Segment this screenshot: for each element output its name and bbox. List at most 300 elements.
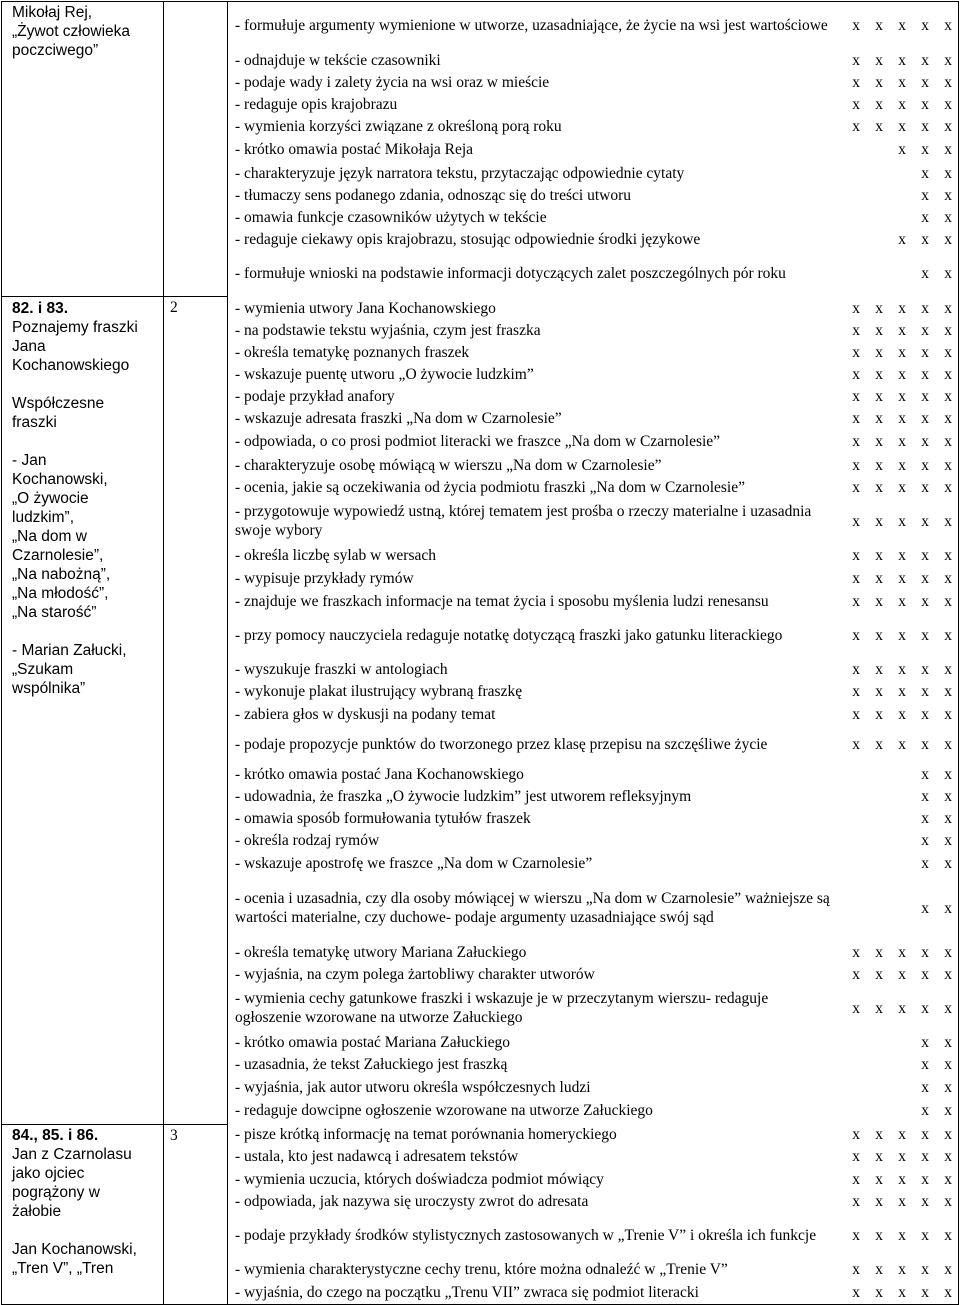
grade-mark: x — [944, 299, 952, 317]
grade-marks — [838, 51, 958, 70]
grade-mark: x — [944, 787, 952, 805]
grade-marks — [838, 1101, 958, 1120]
requirement-text: - określa liczbę sylab w wersach — [235, 547, 436, 564]
topic-rej — [2, 2, 163, 60]
requirement-row — [228, 206, 958, 228]
topic-line: Współczesne — [12, 395, 105, 413]
grade-marks — [838, 164, 958, 183]
grade-mark: x — [944, 343, 952, 361]
grade-mark: x — [921, 809, 929, 827]
grade-mark: x — [944, 73, 952, 91]
requirement-text: - podaje wady i zalety życia na wsi oraz w mieście — [235, 73, 550, 91]
requirement-text: - zabiera głos w dyskusji na podany temat — [235, 705, 496, 723]
grade-mark: x — [852, 593, 860, 610]
grade-mark: x — [898, 683, 906, 700]
grade-mark: x — [875, 512, 883, 530]
requirement-text: - krótko omawia postać Jana Kochanowskiego — [235, 765, 524, 783]
grade-marks — [838, 1260, 958, 1279]
grade-mark: x — [921, 230, 929, 248]
topic-line: „Na młodość”, — [12, 585, 109, 603]
grade-mark: x — [852, 433, 860, 450]
topic-treny — [2, 1125, 163, 1278]
requirement-text: - podaje przykład anafory — [235, 387, 395, 405]
topic-cell-fraszki — [2, 297, 164, 1124]
grade-mark: x — [944, 95, 952, 113]
grade-mark: x — [875, 1170, 883, 1188]
grade-marks — [838, 1033, 958, 1052]
requirement-row — [228, 476, 958, 498]
grade-mark: x — [898, 570, 906, 587]
grade-mark: x — [921, 627, 929, 644]
grade-marks — [838, 592, 958, 611]
grade-mark: x — [898, 1193, 906, 1210]
topic-line: wspólnika” — [12, 680, 86, 698]
requirement-row — [228, 785, 958, 807]
requirement-row — [228, 115, 958, 137]
grade-mark: x — [944, 321, 952, 339]
grade-mark: x — [921, 51, 929, 69]
requirement-row — [228, 985, 958, 1031]
grade-mark: x — [852, 705, 860, 723]
grade-mark: x — [852, 1283, 860, 1301]
requirement-text: - określa tematykę poznanych fraszek — [235, 343, 470, 361]
grade-mark: x — [852, 456, 860, 474]
requirement-text: - przy pomocy nauczyciela redaguje notatkę dotyczącą fraszki jako gatunku literackiego — [235, 627, 783, 644]
requirement-text: - wymienia charakterystyczne cechy trenu, które można odnaleźć w „Trenie V” — [235, 1260, 728, 1278]
grade-mark: x — [921, 186, 929, 204]
grade-mark: x — [875, 570, 883, 587]
grade-marks — [838, 1170, 958, 1189]
grade-mark: x — [875, 343, 883, 361]
topic-line: Mikołaj Rej, — [12, 4, 93, 21]
grade-mark: x — [944, 186, 952, 204]
grade-mark: x — [898, 456, 906, 474]
requirement-row — [228, 498, 958, 544]
grade-mark: x — [875, 299, 883, 317]
grade-mark: x — [944, 1148, 952, 1165]
requirement-row — [228, 162, 958, 184]
grade-mark: x — [852, 735, 860, 753]
grade-mark: x — [875, 660, 883, 678]
grade-mark: x — [921, 831, 929, 849]
grade-mark: x — [875, 433, 883, 450]
grade-mark: x — [852, 1125, 860, 1143]
grade-mark: x — [921, 1033, 929, 1051]
topic-line: Poznajemy fraszki — [12, 319, 138, 337]
lesson-cell-2 — [164, 297, 228, 1124]
grade-mark: x — [898, 387, 906, 405]
requirement-row — [228, 1258, 958, 1280]
grade-mark: x — [852, 117, 860, 135]
requirement-text: - wyjaśnia, jak autor utworu określa współczesnych ludzi — [235, 1078, 591, 1096]
requirement-text: - redaguje dowcipne ogłoszenie wzorowane na utworze Załuckiego — [235, 1102, 653, 1119]
requirement-row — [228, 763, 958, 785]
grade-marks — [838, 546, 958, 565]
grade-mark: x — [875, 1125, 883, 1143]
grade-mark: x — [944, 208, 952, 226]
grade-mark: x — [921, 456, 929, 474]
grade-mark: x — [852, 1193, 860, 1210]
requirement-row — [228, 407, 958, 429]
requirement-row — [228, 1213, 958, 1258]
topic-line: pogrążony w — [12, 1183, 100, 1201]
requirements-list — [228, 2, 958, 1304]
requirement-text: - wskazuje apostrofę we fraszce „Na dom w Czarnolesie” — [235, 854, 593, 872]
grade-mark: x — [852, 683, 860, 700]
grade-marks — [838, 264, 958, 283]
grade-marks — [838, 831, 958, 850]
requirement-row — [228, 49, 958, 71]
grade-marks — [838, 230, 958, 249]
requirement-row — [228, 93, 958, 115]
grade-mark: x — [852, 17, 860, 34]
grade-mark: x — [944, 512, 952, 530]
grade-mark: x — [944, 1193, 952, 1210]
topic-line: jako ojciec — [12, 1164, 85, 1182]
topic-fraszki — [2, 298, 163, 698]
requirement-row — [228, 2, 958, 49]
grade-mark: x — [852, 1170, 860, 1188]
grade-marks — [838, 787, 958, 806]
grade-mark: x — [875, 1193, 883, 1210]
grade-mark: x — [875, 456, 883, 474]
requirement-row — [228, 680, 958, 703]
grade-marks — [838, 735, 958, 754]
requirement-row — [228, 613, 958, 658]
grade-marks — [838, 1192, 958, 1211]
requirement-row — [228, 184, 958, 206]
topic-line: „Na nabożną”, — [12, 566, 111, 584]
grade-mark: x — [898, 433, 906, 450]
requirements-table — [1, 1, 959, 1305]
grade-mark: x — [875, 478, 883, 496]
requirement-row — [228, 1168, 958, 1190]
grade-mark: x — [852, 999, 860, 1017]
grade-mark: x — [921, 570, 929, 587]
grade-marks — [838, 809, 958, 828]
requirement-text: - redaguje opis krajobrazu — [235, 95, 398, 113]
requirement-text: - krótko omawia postać Mikołaja Reja — [235, 141, 474, 158]
requirement-row — [228, 341, 958, 363]
grade-mark: x — [921, 1102, 929, 1119]
grade-mark: x — [944, 1033, 952, 1051]
grade-mark: x — [898, 95, 906, 113]
grade-mark: x — [944, 899, 952, 917]
requirement-text: - omawia sposób formułowania tytułów fraszek — [235, 809, 531, 827]
topic-line: „Na dom w — [12, 528, 87, 546]
grade-mark: x — [852, 512, 860, 530]
requirement-text: - formułuje wnioski na podstawie informacji dotyczących zalet poszczególnych pór roku — [235, 265, 786, 282]
topic-line: „O żywocie — [12, 490, 89, 508]
grade-mark: x — [921, 1283, 929, 1301]
grade-marks — [838, 1055, 958, 1074]
grade-mark: x — [944, 1056, 952, 1073]
grade-marks — [838, 456, 958, 475]
grade-mark: x — [852, 660, 860, 678]
grade-mark: x — [944, 1260, 952, 1278]
topic-cell-treny — [2, 1124, 164, 1304]
grade-mark: x — [898, 409, 906, 427]
grade-mark: x — [921, 95, 929, 113]
grade-mark: x — [921, 1078, 929, 1096]
grade-mark: x — [898, 73, 906, 91]
grade-mark: x — [852, 365, 860, 383]
topic-cell-rej — [2, 2, 164, 297]
grade-mark: x — [944, 765, 952, 783]
grade-marks — [838, 943, 958, 962]
grade-mark: x — [921, 512, 929, 530]
grade-mark: x — [852, 95, 860, 113]
grade-mark: x — [944, 265, 952, 282]
topic-line: Kochanowskiego — [12, 357, 130, 375]
grade-mark: x — [921, 1125, 929, 1143]
grade-mark: x — [921, 321, 929, 339]
requirement-row — [228, 1098, 958, 1123]
topic-line: „Na starość” — [12, 604, 97, 622]
topic-line — [12, 1221, 158, 1240]
grade-mark: x — [898, 230, 906, 248]
requirement-text: - odpowiada, jak nazywa się uroczysty zwrot do adresata — [235, 1193, 589, 1210]
grade-mark: x — [921, 299, 929, 317]
grade-mark: x — [921, 73, 929, 91]
grade-marks — [838, 1125, 958, 1144]
grade-mark: x — [944, 547, 952, 564]
grade-marks — [838, 387, 958, 406]
requirement-text: - ocenia, jakie są oczekiwania od życia podmiotu fraszki „Na dom w Czarnolesie” — [235, 478, 746, 496]
topic-line: poczciwego” — [12, 42, 99, 59]
grade-mark: x — [921, 141, 929, 158]
grade-mark: x — [898, 547, 906, 564]
grade-mark: x — [921, 1227, 929, 1244]
grade-mark: x — [944, 433, 952, 450]
grade-mark: x — [898, 321, 906, 339]
grade-mark: x — [875, 735, 883, 753]
grade-mark: x — [898, 1260, 906, 1278]
grade-mark: x — [898, 627, 906, 644]
requirement-text: - udowadnia, że fraszka „O żywocie ludzkim” jest utworem refleksyjnym — [235, 787, 692, 805]
grade-mark: x — [944, 164, 952, 182]
grade-mark: x — [921, 547, 929, 564]
grade-mark: x — [898, 1125, 906, 1143]
grade-mark: x — [944, 365, 952, 383]
topic-line: „Tren V”, „Tren — [12, 1259, 114, 1277]
requirement-row — [228, 567, 958, 590]
grade-mark: x — [875, 409, 883, 427]
grade-mark: x — [944, 387, 952, 405]
grade-mark: x — [898, 965, 906, 983]
grade-mark: x — [898, 1227, 906, 1244]
grade-mark: x — [852, 570, 860, 587]
requirement-row — [228, 1145, 958, 1168]
grade-mark: x — [875, 705, 883, 723]
lesson-hours: 3 — [170, 1126, 178, 1144]
grade-mark: x — [875, 51, 883, 69]
requirement-text: - redaguje ciekawy opis krajobrazu, stosując odpowiednie środki językowe — [235, 230, 701, 248]
requirement-text: - pisze krótką informację na temat porównania homeryckiego — [235, 1125, 617, 1143]
grade-mark: x — [875, 965, 883, 983]
grade-marks — [838, 16, 958, 35]
grade-mark: x — [898, 117, 906, 135]
grade-mark: x — [944, 1102, 952, 1119]
grade-mark: x — [921, 387, 929, 405]
grade-mark: x — [852, 387, 860, 405]
grade-mark: x — [944, 1227, 952, 1244]
requirements-column — [228, 2, 959, 1305]
requirement-text: - wyjaśnia, do czego na początku „Trenu VII” zwraca się podmiot literacki — [235, 1283, 699, 1301]
requirement-text: - wyszukuje fraszki w antologiach — [235, 660, 448, 678]
grade-mark: x — [921, 1193, 929, 1210]
grade-marks — [838, 432, 958, 451]
grade-marks — [838, 626, 958, 645]
requirement-text: - odpowiada, o co prosi podmiot literacki we fraszce „Na dom w Czarnolesie” — [235, 433, 721, 450]
grade-mark: x — [898, 299, 906, 317]
lesson-hours: 2 — [170, 299, 178, 317]
grade-marks — [838, 765, 958, 784]
grade-marks — [838, 343, 958, 362]
topic-line: - Jan — [12, 452, 47, 470]
grade-mark: x — [875, 73, 883, 91]
grade-mark: x — [898, 478, 906, 496]
requirement-row — [228, 137, 958, 162]
grade-mark: x — [875, 547, 883, 564]
requirement-row — [228, 658, 958, 680]
grade-mark: x — [921, 787, 929, 805]
grade-mark: x — [944, 809, 952, 827]
grade-marks — [838, 186, 958, 205]
grade-mark: x — [852, 409, 860, 427]
requirement-row — [228, 429, 958, 454]
grade-mark: x — [944, 705, 952, 723]
topic-line: „Szukam — [12, 661, 74, 679]
grade-mark: x — [875, 627, 883, 644]
requirement-row — [228, 385, 958, 407]
grade-mark: x — [921, 17, 929, 34]
grade-mark: x — [852, 299, 860, 317]
grade-marks — [838, 299, 958, 318]
grade-mark: x — [921, 683, 929, 700]
requirement-row — [228, 829, 958, 851]
grade-mark: x — [944, 570, 952, 587]
requirement-text: - wypisuje przykłady rymów — [235, 570, 414, 587]
topic-line: Jan z Czarnolasu — [12, 1145, 132, 1163]
requirement-text: - wymienia cechy gatunkowe fraszki i wskazuje je w przeczytanym wierszu- redaguje ogłoszenie wzorowane na utworze Załuckiego — [235, 990, 769, 1026]
grade-marks — [838, 854, 958, 873]
grade-mark: x — [898, 1170, 906, 1188]
requirement-text: - ustala, kto jest nadawcą i adresatem tekstów — [235, 1148, 519, 1165]
grade-mark: x — [944, 999, 952, 1017]
requirement-text: - podaje przykłady środków stylistycznych zastosowanych w „Trenie V” i określa ich funkcje — [235, 1227, 817, 1244]
grade-mark: x — [921, 478, 929, 496]
grade-mark: x — [921, 343, 929, 361]
grade-marks — [838, 682, 958, 701]
topic-line: Jana — [12, 338, 46, 356]
requirement-row — [228, 71, 958, 93]
grade-mark: x — [852, 321, 860, 339]
grade-mark: x — [944, 831, 952, 849]
requirement-text: - tłumaczy sens podanego zdania, odnosząc się do treści utworu — [235, 186, 631, 204]
grade-marks — [838, 1226, 958, 1245]
grade-mark: x — [852, 1260, 860, 1278]
requirement-row — [228, 725, 958, 763]
grade-mark: x — [921, 735, 929, 753]
grade-mark: x — [921, 1148, 929, 1165]
grade-marks — [838, 705, 958, 724]
requirement-row — [228, 1123, 958, 1145]
requirement-text: - wskazuje adresata fraszki „Na dom w Czarnolesie” — [235, 409, 562, 427]
requirement-text: - wymienia utwory Jana Kochanowskiego — [235, 299, 496, 317]
grade-mark: x — [944, 230, 952, 248]
topic-line: Jan Kochanowski, — [12, 1240, 137, 1258]
grade-mark: x — [944, 1170, 952, 1188]
grade-mark: x — [852, 1227, 860, 1244]
grade-mark: x — [944, 478, 952, 496]
grade-mark: x — [898, 593, 906, 610]
grade-mark: x — [944, 51, 952, 69]
grade-mark: x — [921, 899, 929, 917]
requirement-text: - uzasadnia, że tekst Załuckiego jest fraszką — [235, 1056, 508, 1073]
grade-mark: x — [875, 1283, 883, 1301]
grade-mark: x — [875, 17, 883, 34]
requirement-row — [228, 250, 958, 297]
grade-mark: x — [898, 943, 906, 961]
requirement-row — [228, 703, 958, 725]
requirement-text: - charakteryzuje osobę mówiącą w wierszu „Na dom w Czarnolesie” — [235, 456, 662, 474]
requirement-text: - na podstawie tekstu wyjaśnia, czym jest fraszka — [235, 321, 541, 339]
topic-line: fraszki — [12, 414, 57, 432]
grade-mark: x — [921, 265, 929, 282]
requirement-text: - omawia funkcje czasowników użytych w tekście — [235, 208, 547, 226]
section-number: 82. i 83. — [12, 300, 69, 318]
requirement-text: - wskazuje puentę utworu „O żywocie ludzkim” — [235, 365, 534, 383]
grade-mark: x — [898, 1148, 906, 1165]
requirement-row — [228, 1031, 958, 1053]
grade-mark: x — [944, 1078, 952, 1096]
grade-mark: x — [898, 343, 906, 361]
lesson-cell-3 — [164, 1124, 228, 1304]
grade-marks — [838, 999, 958, 1018]
grade-mark: x — [944, 409, 952, 427]
grade-marks — [838, 660, 958, 679]
grade-mark: x — [944, 593, 952, 610]
grade-mark: x — [875, 683, 883, 700]
grade-mark: x — [898, 141, 906, 158]
grade-marks — [838, 140, 958, 159]
topic-line: ludzkim”, — [12, 509, 75, 527]
requirement-text: - określa tematykę utwory Mariana Załuckiego — [235, 943, 527, 961]
requirement-text: - charakteryzuje język narratora tekstu, przytaczając odpowiednie cytaty — [235, 164, 685, 182]
grade-mark: x — [921, 117, 929, 135]
grade-mark: x — [852, 343, 860, 361]
grade-mark: x — [944, 683, 952, 700]
grade-mark: x — [875, 943, 883, 961]
requirement-text: - krótko omawia postać Mariana Załuckiego — [235, 1033, 511, 1051]
grade-marks — [838, 1147, 958, 1166]
grade-mark: x — [852, 1148, 860, 1165]
lesson-cell-1 — [164, 2, 228, 297]
grade-mark: x — [921, 208, 929, 226]
grade-mark: x — [944, 965, 952, 983]
requirement-row — [228, 807, 958, 829]
requirement-text: - ocenia i uzasadnia, czy dla osoby mówiącej w wierszu „Na dom w Czarnolesie” ważniejsze są wartości materialne, czy duchowe- podaje argumenty uzasadniające swój sąd — [235, 890, 830, 926]
grade-mark: x — [898, 512, 906, 530]
grade-marks — [838, 899, 958, 918]
grade-mark: x — [921, 854, 929, 872]
topic-line — [12, 375, 158, 394]
grade-mark: x — [875, 95, 883, 113]
grade-mark: x — [944, 456, 952, 474]
requirement-text: - wymienia korzyści związane z określoną porą roku — [235, 117, 562, 135]
grade-mark: x — [944, 627, 952, 644]
